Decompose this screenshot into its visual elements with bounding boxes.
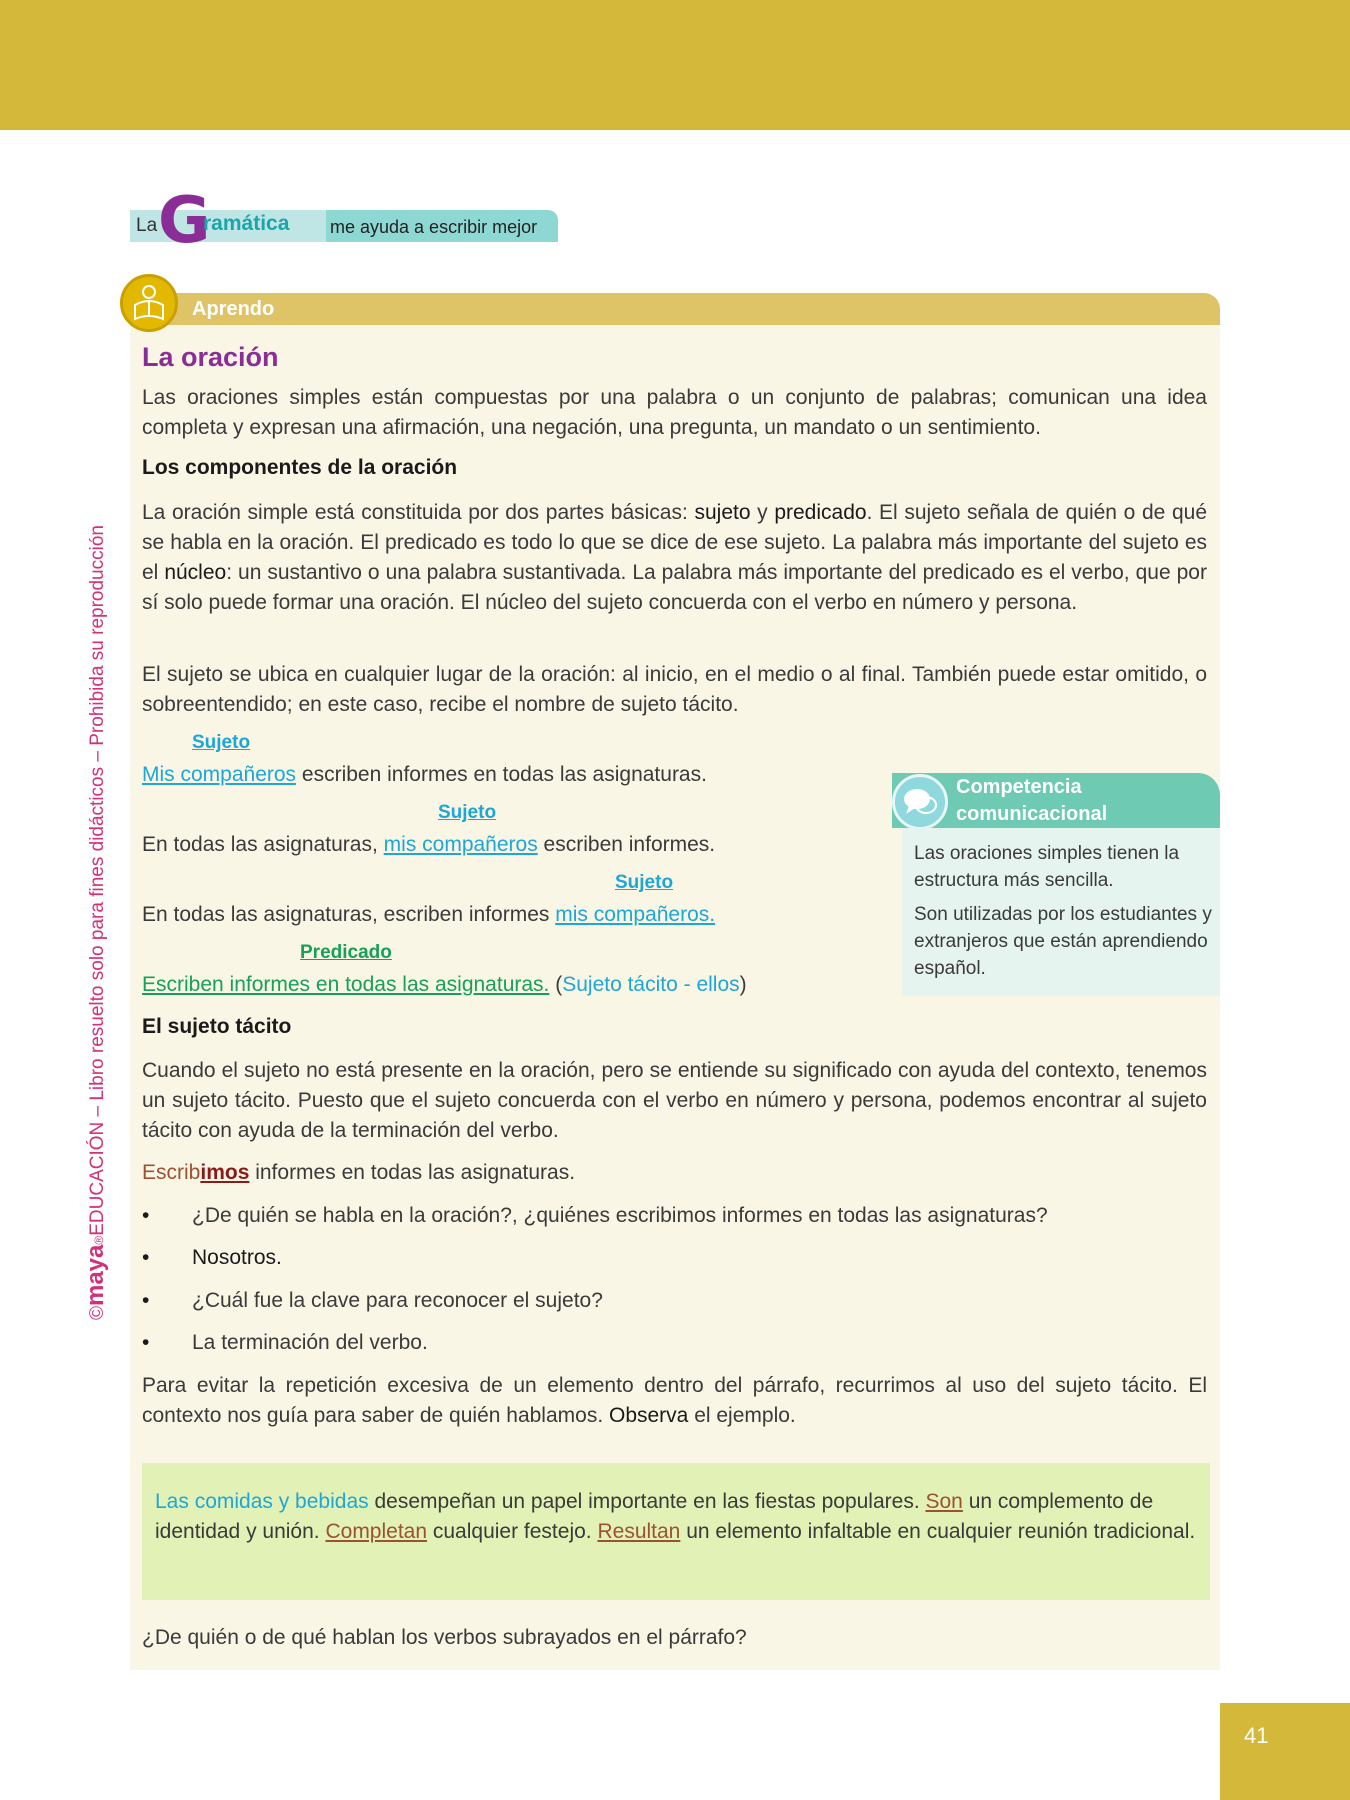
example-label-sujeto-1: Sujeto: [192, 732, 251, 753]
speech-bubbles-icon: [892, 774, 948, 830]
subject-position-paragraph: El sujeto se ubica en cualquier lugar de la oración: al inicio, en el medio o al final. También puede estar omitido, o sobreentendido; en este caso, recibe el nombre de sujeto tácito.: [142, 663, 1207, 716]
example-label-sujeto-3: Sujeto: [615, 872, 674, 893]
competencia-title: Competencia comunicacional: [956, 776, 1108, 825]
reader-icon: [120, 274, 178, 332]
section-header-banner: [130, 184, 560, 258]
aprendo-bar: [160, 293, 1220, 325]
banner-subtitle: me ayuda a escribir mejor: [330, 217, 538, 237]
example-label-sujeto-2: Sujeto: [438, 802, 497, 823]
components-heading: Los componentes de la oración: [142, 456, 458, 479]
example-box-text: Las comidas y bebidas desempeñan un papel importante en las fiestas populares. Son un complemento de identidad y unión. Completan cualquier festejo. Resultan un elemento infaltable en cualquier reunión tradicional.: [155, 1490, 1196, 1543]
example-sentence-2: En todas las asignaturas, mis compañeros escriben informes.: [142, 833, 716, 856]
tacit-heading: El sujeto tácito: [142, 1015, 292, 1038]
tacit-paragraph: Cuando el sujeto no está presente en la oración, pero se entiende su significado con ayuda del contexto, tenemos un sujeto tácito. Puesto que el sujeto concuerda con el verbo en número y persona, podemos encontrar al sujeto tácito con ayuda de la terminación del verbo.: [142, 1059, 1207, 1142]
example-sentence-3: En todas las asignaturas, escriben informes mis compañeros.: [142, 903, 716, 926]
example-sentence-4: Escriben informes en todas las asignaturas. (Sujeto tácito - ellos): [142, 973, 747, 996]
tacit-example: Escribimos informes en todas las asignaturas.: [142, 1161, 576, 1184]
page-number: 41: [1244, 1723, 1269, 1748]
final-question: ¿De quién o de qué hablan los verbos subrayados en el párrafo?: [142, 1626, 747, 1649]
aprendo-label: Aprendo: [192, 298, 275, 320]
top-color-band: [0, 0, 1350, 130]
page-number-box: [1220, 1703, 1350, 1800]
banner-gramatica: ramática: [203, 212, 290, 235]
competencia-text-2: Son utilizadas por los estudiantes y extranjeros que están aprendiendo español.: [914, 904, 1212, 979]
lesson-title: La oración: [142, 342, 279, 372]
banner-la: La: [136, 215, 158, 236]
copyright-vertical-note: ©maya®EDUCACIÓN – Libro resuelto solo para fines didácticos – Prohibida su reproducción: [82, 525, 109, 1320]
tacit-closing-paragraph: Para evitar la repetición excesiva de un elemento dentro del párrafo, recurrimos al uso del sujeto tácito. El contexto nos guía para saber de quién hablamos. Observa el ejemplo.: [142, 1374, 1207, 1427]
banner-big-g: G: [158, 184, 211, 258]
example-sentence-1: Mis compañeros escriben informes en todas las asignaturas.: [142, 763, 707, 786]
example-label-predicado: Predicado: [300, 942, 392, 963]
competencia-text-1: Las oraciones simples tienen la estructura más sencilla.: [914, 843, 1180, 891]
components-paragraph: La oración simple está constituida por dos partes básicas: sujeto y predicado. El sujeto señala de quién o de qué se habla en la oración. El predicado es todo lo que se dice de ese sujeto. La palabra más importante del sujeto es el núcleo: un sustantivo o una palabra sustantivada. La palabra más importante del predicado es el verbo, que por sí solo puede formar una oración. El núcleo del sujeto concuerda con el verbo en número y persona.: [142, 501, 1208, 614]
intro-paragraph: Las oraciones simples están compuestas por una palabra o un conjunto de palabras; comunican una idea completa y expresan una afirmación, una negación, una pregunta, un mandato o un sentimiento.: [142, 386, 1207, 439]
